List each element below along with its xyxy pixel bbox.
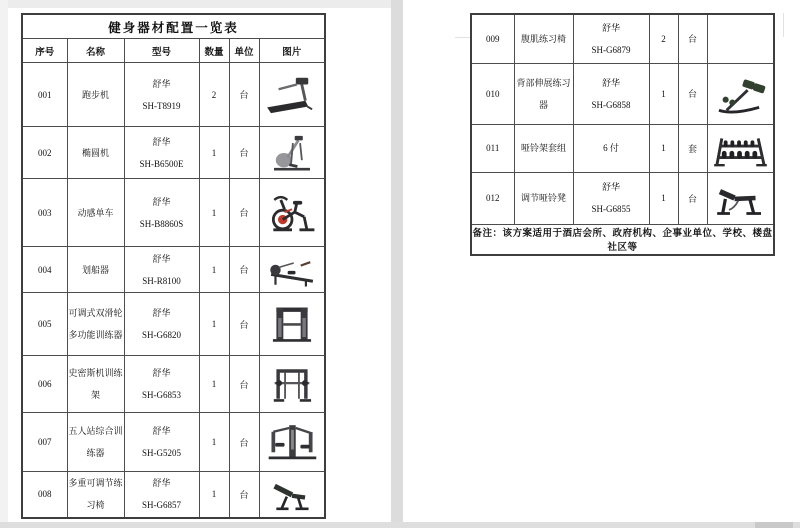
cell-serial[interactable]: 010 xyxy=(471,63,514,124)
page-gap xyxy=(391,0,403,528)
cell-unit[interactable]: 台 xyxy=(678,63,707,124)
cell-qty[interactable]: 2 xyxy=(649,14,678,63)
header-model[interactable]: 型号 xyxy=(124,39,199,63)
cell-model[interactable]: 舒华 SH-B6500E xyxy=(124,127,199,179)
cell-model[interactable]: 舒华 SH-G6855 xyxy=(573,172,649,224)
cell-qty[interactable]: 1 xyxy=(199,179,229,247)
cell-name[interactable]: 哑铃架套组 xyxy=(514,124,573,172)
table-row xyxy=(22,356,325,413)
cell-serial[interactable]: 002 xyxy=(22,127,67,179)
smith-machine-image xyxy=(266,362,318,406)
cell-unit[interactable]: 台 xyxy=(678,172,707,224)
cell-picture[interactable] xyxy=(259,247,325,293)
dumbbell-rack-image xyxy=(710,126,770,170)
cell-qty[interactable]: 1 xyxy=(199,127,229,179)
table-row xyxy=(22,247,325,293)
cell-picture[interactable] xyxy=(259,63,325,127)
table-row xyxy=(471,14,774,63)
cell-picture[interactable] xyxy=(259,472,325,518)
header-row xyxy=(22,39,325,63)
cell-unit[interactable]: 台 xyxy=(229,293,259,356)
cell-qty[interactable]: 1 xyxy=(649,124,678,172)
cell-name[interactable]: 背部伸展练习 器 xyxy=(514,63,573,124)
cell-serial[interactable]: 001 xyxy=(22,63,67,127)
cell-model[interactable]: 舒华 SH-G6858 xyxy=(573,63,649,124)
cell-model[interactable]: 舒华 SH-G6879 xyxy=(573,14,649,63)
dumbbell-bench-image xyxy=(710,177,770,219)
cell-name[interactable]: 动感单车 xyxy=(67,179,124,247)
cell-serial[interactable]: 007 xyxy=(22,413,67,472)
note-cell[interactable]: 备注：该方案适用于酒店会所、政府机构、企事业单位、学校、楼盘社区等 xyxy=(471,224,774,255)
cell-qty[interactable]: 1 xyxy=(649,172,678,224)
cell-model[interactable]: 舒华 SH-G6820 xyxy=(124,293,199,356)
header-picture[interactable]: 图片 xyxy=(259,39,325,63)
cell-model[interactable]: 舒华 SH-R8100 xyxy=(124,247,199,293)
cell-model[interactable]: 舒华 SH-G5205 xyxy=(124,413,199,472)
cell-name[interactable]: 椭圆机 xyxy=(67,127,124,179)
table-row xyxy=(471,172,774,224)
margin-guide-vertical xyxy=(783,13,784,37)
cell-name[interactable]: 划船器 xyxy=(67,247,124,293)
page-1 xyxy=(8,8,391,522)
cell-name[interactable]: 史密斯机训练 架 xyxy=(67,356,124,413)
functional-trainer-image xyxy=(266,302,318,346)
cell-name[interactable]: 可调式双滑轮 多功能训练器 xyxy=(67,293,124,356)
table-row xyxy=(22,127,325,179)
cell-qty[interactable]: 1 xyxy=(199,356,229,413)
header-name[interactable]: 名称 xyxy=(67,39,124,63)
cell-unit[interactable]: 台 xyxy=(229,179,259,247)
cell-name[interactable]: 跑步机 xyxy=(67,63,124,127)
cell-picture[interactable] xyxy=(707,172,774,224)
cell-qty[interactable]: 1 xyxy=(649,63,678,124)
cell-serial[interactable]: 005 xyxy=(22,293,67,356)
margin-guide-horizontal xyxy=(455,37,470,38)
page-edge-bottom xyxy=(0,522,800,528)
cell-model[interactable]: 舒华 SH-B8860S xyxy=(124,179,199,247)
cell-unit[interactable]: 台 xyxy=(229,63,259,127)
elliptical-image xyxy=(265,132,319,174)
cell-picture[interactable] xyxy=(707,124,774,172)
cell-unit[interactable]: 套 xyxy=(678,124,707,172)
note-row xyxy=(471,224,774,255)
cell-unit[interactable]: 台 xyxy=(678,14,707,63)
spin-bike-image xyxy=(264,191,320,235)
page-edge-left xyxy=(0,0,8,522)
page-edge-bottom-mark xyxy=(755,522,793,528)
cell-serial[interactable]: 003 xyxy=(22,179,67,247)
header-qty[interactable]: 数量 xyxy=(199,39,229,63)
table-row xyxy=(22,63,325,127)
cell-qty[interactable]: 1 xyxy=(199,472,229,518)
table-row xyxy=(22,179,325,247)
cell-model[interactable]: 舒华 SH-G6853 xyxy=(124,356,199,413)
cell-serial[interactable]: 009 xyxy=(471,14,514,63)
rower-image xyxy=(263,250,321,290)
header-unit[interactable]: 单位 xyxy=(229,39,259,63)
cell-picture[interactable] xyxy=(259,356,325,413)
cell-picture[interactable] xyxy=(259,179,325,247)
cell-name[interactable]: 调节哑铃凳 xyxy=(514,172,573,224)
cell-serial[interactable]: 004 xyxy=(22,247,67,293)
equipment-table-page1 xyxy=(21,13,326,519)
page-edge-top xyxy=(0,0,391,8)
table-row xyxy=(22,472,325,518)
cell-qty[interactable]: 2 xyxy=(199,63,229,127)
cell-name[interactable]: 多重可调节练 习椅 xyxy=(67,472,124,518)
cell-unit[interactable]: 台 xyxy=(229,127,259,179)
cell-picture[interactable] xyxy=(259,127,325,179)
cell-name[interactable]: 五人站综合训 练器 xyxy=(67,413,124,472)
header-serial[interactable]: 序号 xyxy=(22,39,67,63)
cell-picture[interactable] xyxy=(259,293,325,356)
multi-station-image xyxy=(264,420,320,464)
cell-picture[interactable] xyxy=(707,63,774,124)
treadmill-image xyxy=(263,73,321,117)
cell-unit[interactable]: 台 xyxy=(229,413,259,472)
cell-serial[interactable]: 012 xyxy=(471,172,514,224)
cell-unit[interactable]: 台 xyxy=(229,472,259,518)
cell-picture[interactable] xyxy=(707,14,774,63)
page-2 xyxy=(403,0,800,522)
table-row xyxy=(22,413,325,472)
cell-serial[interactable]: 006 xyxy=(22,356,67,413)
cell-unit[interactable]: 台 xyxy=(229,247,259,293)
cell-qty[interactable]: 1 xyxy=(199,247,229,293)
cell-unit[interactable]: 台 xyxy=(229,356,259,413)
cell-serial[interactable]: 011 xyxy=(471,124,514,172)
cell-serial[interactable]: 008 xyxy=(22,472,67,518)
cell-qty[interactable]: 1 xyxy=(199,293,229,356)
table-row xyxy=(22,293,325,356)
adjustable-bench-image xyxy=(263,474,321,514)
cell-qty[interactable]: 1 xyxy=(199,413,229,472)
back-extension-image xyxy=(711,72,769,116)
table-row xyxy=(471,63,774,124)
cell-picture[interactable] xyxy=(259,413,325,472)
table-title[interactable]: 健身器材配置一览表 xyxy=(22,14,325,39)
cell-name[interactable]: 腹肌练习椅 xyxy=(514,14,573,63)
cell-model[interactable]: 舒华 SH-T8919 xyxy=(124,63,199,127)
cell-model[interactable]: 舒华 SH-G6857 xyxy=(124,472,199,518)
table-row xyxy=(471,124,774,172)
cell-model[interactable]: 6 付 xyxy=(573,124,649,172)
equipment-table-page2 xyxy=(470,13,775,256)
